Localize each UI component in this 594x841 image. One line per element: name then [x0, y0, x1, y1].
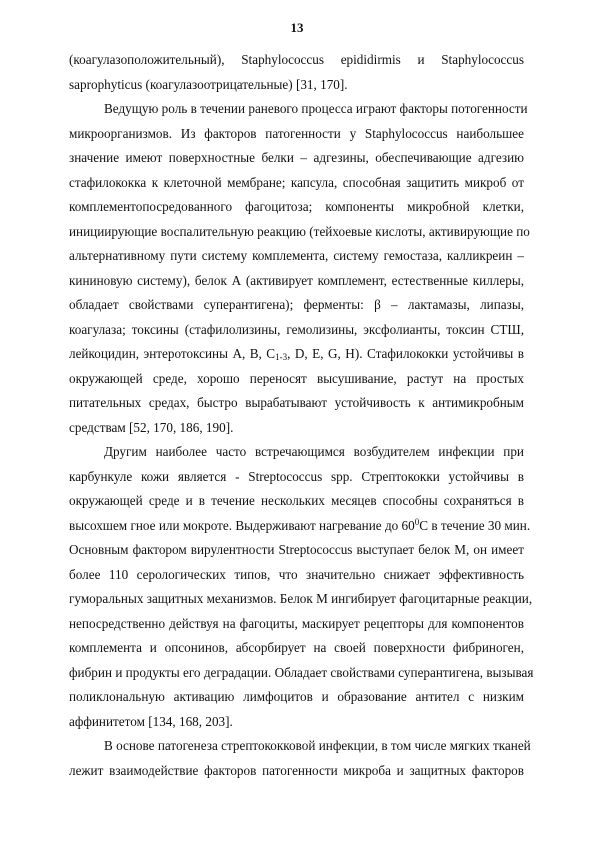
- text-line: В основе патогенеза стрептококковой инфекции, в том числе мягких тканей: [104, 738, 531, 753]
- text-line: [69, 342, 524, 367]
- text-line: поликлональную активацию лимфоцитов и образование антител с низким: [69, 689, 524, 704]
- text-line: инициирующие воспалительную реакцию (тейхоевые кислоты, активирующие по: [69, 223, 530, 239]
- text-fragment: С в течение 30 мин.: [419, 517, 531, 533]
- text-line: непосредственно действуя на фагоциты, маскирует рецепторы для компонентов: [69, 615, 524, 631]
- text-line: Основным фактором вирулентности Streptococcus выступает белок М, он имеет: [69, 542, 524, 557]
- text-line: питательных средах, быстро вырабатывают устойчивость к антимикробным: [69, 395, 524, 410]
- text-fragment: лейкоцидин, энтеротоксины A, B, C: [69, 346, 276, 361]
- text-line: более 110 серологических типов, что значительно снижает эффективность: [69, 566, 524, 582]
- text-line: фибрин и продукты его деградации. Обладает свойствами суперантигена, вызывая: [69, 664, 534, 680]
- text-line: лежит взаимодействие факторов патогенности микроба и защитных факторов: [69, 762, 524, 778]
- text-line: saprophyticus (коагулазоотрицательные) [31, 170].: [69, 76, 348, 92]
- superscript: 0: [414, 516, 420, 527]
- text-line: аффинитетом [134, 168, 203].: [69, 713, 233, 729]
- text-line: микроорганизмов. Из факторов патогенности у Staphylococcus наибольшее: [69, 125, 524, 141]
- text-line: карбункуле кожи является - Streptococcus spp. Стрептококки устойчивы в: [69, 468, 524, 484]
- text-fragment: высохшем гное или мокроте. Выдерживают нагревание до 60: [69, 517, 415, 533]
- text-line: Другим наиболее часто встречающимся возбудителем инфекции при: [104, 444, 524, 459]
- text-line: значение имеют поверхностные белки – адгезины, обеспечивающие адгезию: [69, 150, 524, 165]
- text-line: [69, 514, 531, 539]
- text-line: окружающей среде и в течение нескольких месяцев способны сохраняться в: [69, 493, 524, 508]
- text-fragment: , D, E, G, H). Стафилококки устойчивы в: [287, 346, 524, 361]
- text-line: Ведущую роль в течении раневого процесса играют факторы потогенности: [104, 101, 528, 116]
- subscript: 1-3: [275, 352, 288, 362]
- text-line: стафилококка к клеточной мембране; капсула, способная защитить микроб от: [69, 174, 524, 190]
- text-line: гуморальных защитных механизмов. Белок М ингибирует фагоцитарные реакции,: [69, 591, 533, 606]
- text-line: альтернативному пути систему комплемента, систему гемостаза, калликреин –: [69, 248, 524, 263]
- text-line: коагулаза; токсины (стафилолизины, гемолизины, эксфолианты, токсин СТШ,: [69, 321, 524, 337]
- text-line: комплемента и опсонинов, абсорбирует на своей поверхности фибриноген,: [69, 640, 524, 655]
- text-line: (коагулазоположительный), Staphylococcus epididirmis и Staphylococcus: [69, 52, 524, 67]
- page-number: 13: [290, 20, 304, 35]
- body-text: [69, 48, 534, 783]
- text-line: окружающей среде, хорошо переносят высушивание, растут на простых: [69, 370, 524, 386]
- text-line: обладает свойствами суперантигена); ферменты: β – лактамазы, липазы,: [69, 297, 524, 312]
- text-line: средствам [52, 170, 186, 190].: [69, 419, 234, 435]
- text-line: комплементопосредованного фагоцитоза; компоненты микробной клетки,: [69, 199, 524, 214]
- text-line: кининовую систему), белок А (активирует комплемент, естественные киллеры,: [69, 272, 524, 288]
